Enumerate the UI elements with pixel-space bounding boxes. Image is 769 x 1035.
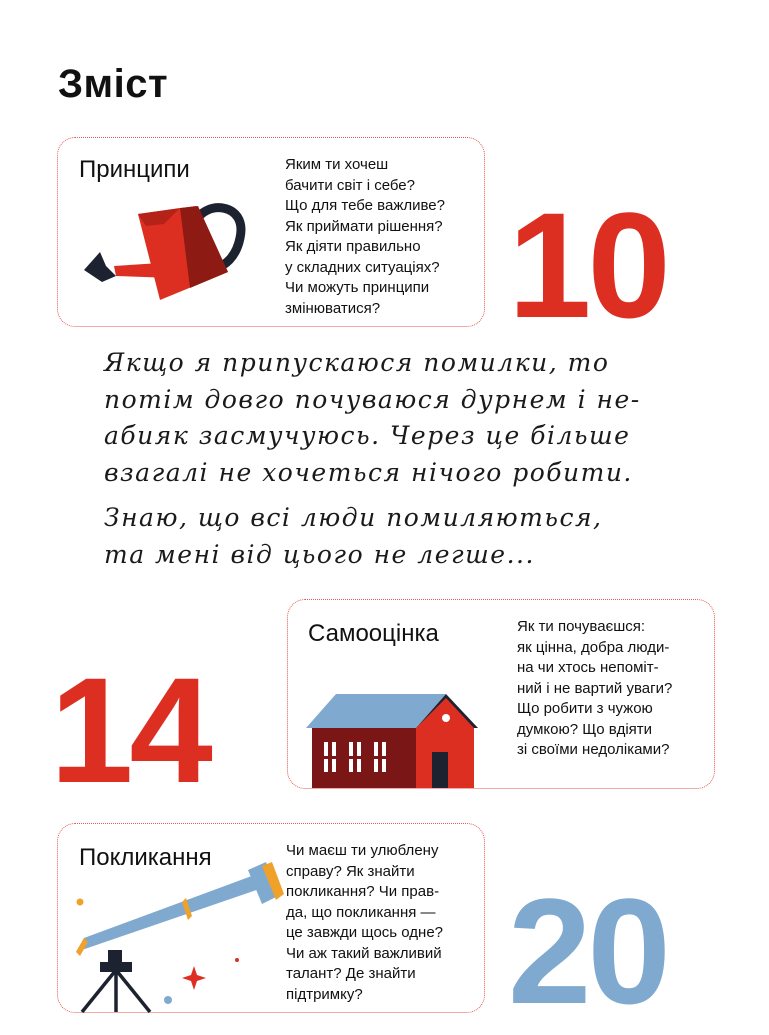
description-line: підтримку? [286,985,363,1003]
house-icon [306,690,481,790]
description-line: Що для тебе важливе? [285,197,445,214]
note-line: абияк засмучуюсь. Через це більше [104,421,631,450]
note-line: та мені від цього не легше... [104,539,535,569]
description-line: зі своїми недоліками? [517,741,670,758]
description-line: да, що покликання — [286,903,436,921]
description-line: талант? Де знайти [286,965,416,982]
description-line: бачити світ і себе? [285,176,415,194]
description-line: Яким ти хочеш [285,156,389,173]
description-line: Чи маєш ти улюблену [286,842,439,859]
description-line: ний і не вартий уваги? [517,679,673,697]
note-line: взагалі не хочеться нічого робити. [104,457,633,487]
note-line: Знаю, що всі люди помиляються, [104,503,603,532]
note-line: потім довго почуваюся дурнем і не- [104,384,641,414]
section-card-self-esteem[interactable] [287,599,715,789]
section-card-calling[interactable] [57,823,485,1013]
description-line: Як приймати рішення? [285,217,443,235]
description-line: Як ти почуваєшся: [517,618,646,635]
note-line: Якщо я припускаюся помилки, то [104,348,610,377]
description-line: покликання? Чи прав- [286,883,440,900]
dot-decoration [77,899,84,906]
description-line: думкою? Що вдіяти [517,720,653,738]
description-line: на чи хтось непоміт- [517,659,659,676]
watering-can-icon [76,200,246,310]
section-card-principles[interactable] [57,137,485,327]
dot-decoration [164,996,172,1004]
page-number-10: 10 [508,181,667,349]
description-line: Чи можуть принципи [285,279,430,296]
star-icon [182,966,206,990]
section-title: Самооцінка [308,620,439,647]
description-line: як цінна, добра люди- [517,638,670,656]
section-title: Принципи [79,156,190,183]
section-description [285,155,445,319]
page-number-14: 14 [50,646,209,814]
section-description [286,841,443,1005]
dot-decoration [235,958,239,962]
description-line: Чи аж такий важливий [286,944,442,962]
section-title: Покликання [79,844,212,871]
description-line: Що робити з чужою [517,700,653,717]
description-line: Як діяти правильно [285,238,421,255]
telescope-icon [72,862,302,1012]
description-line: у складних ситуаціях? [285,258,440,276]
page-number-20: 20 [508,867,667,1035]
section-description [517,617,672,761]
description-line: це завжди щось одне? [286,924,444,941]
handwritten-note [104,345,641,573]
description-line: справу? Як знайти [286,862,415,880]
description-line: змінюватися? [285,299,381,317]
page-title: Зміст [58,62,169,106]
